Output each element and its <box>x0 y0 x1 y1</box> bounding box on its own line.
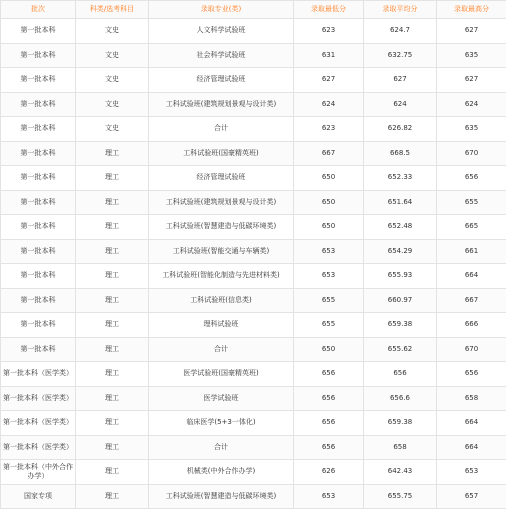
table-row <box>1 264 506 289</box>
cell-max-score: 658 <box>437 386 506 411</box>
cell-subject-category: 理工 <box>76 264 149 289</box>
header-major: 录取专业(类) <box>149 1 294 19</box>
table-row <box>1 215 506 240</box>
table-row <box>1 117 506 142</box>
cell-subject-category: 文史 <box>76 68 149 93</box>
cell-min-score: 650 <box>294 166 364 191</box>
cell-major: 工科试验班(智慧建造与低碳环境类) <box>149 484 294 509</box>
cell-avg-score: 655.75 <box>364 484 437 509</box>
header-min-score: 录取最低分 <box>294 1 364 19</box>
cell-avg-score: 655.62 <box>364 337 437 362</box>
cell-major: 机械类(中外合作办学) <box>149 460 294 485</box>
cell-min-score: 667 <box>294 141 364 166</box>
cell-subject-category: 文史 <box>76 19 149 44</box>
table-row <box>1 141 506 166</box>
header-avg-score: 录取平均分 <box>364 1 437 19</box>
table-row <box>1 460 506 485</box>
cell-avg-score: 658 <box>364 435 437 460</box>
cell-major: 社会科学试验班 <box>149 43 294 68</box>
cell-min-score: 655 <box>294 313 364 338</box>
cell-max-score: 656 <box>437 362 506 387</box>
cell-max-score: 657 <box>437 484 506 509</box>
cell-major: 临床医学(5+3一体化) <box>149 411 294 436</box>
cell-subject-category: 理工 <box>76 362 149 387</box>
cell-batch: 第一批本科（医学类） <box>1 411 76 436</box>
cell-min-score: 626 <box>294 460 364 485</box>
table-row <box>1 362 506 387</box>
cell-major: 经济管理试验班 <box>149 68 294 93</box>
cell-subject-category: 理工 <box>76 141 149 166</box>
cell-avg-score: 627 <box>364 68 437 93</box>
cell-max-score: 653 <box>437 460 506 485</box>
cell-min-score: 624 <box>294 92 364 117</box>
cell-avg-score: 651.64 <box>364 190 437 215</box>
cell-major: 工科试验班(智慧建造与低碳环境类) <box>149 215 294 240</box>
cell-subject-category: 理工 <box>76 386 149 411</box>
cell-max-score: 627 <box>437 68 506 93</box>
cell-major: 工科试验班(智能化制造与先进材料类) <box>149 264 294 289</box>
cell-max-score: 664 <box>437 264 506 289</box>
cell-subject-category: 理工 <box>76 313 149 338</box>
table-row <box>1 386 506 411</box>
cell-avg-score: 659.38 <box>364 411 437 436</box>
cell-max-score: 627 <box>437 19 506 44</box>
cell-batch: 第一批本科 <box>1 264 76 289</box>
header-max-score: 录取最高分 <box>437 1 506 19</box>
cell-max-score: 655 <box>437 190 506 215</box>
cell-avg-score: 660.97 <box>364 288 437 313</box>
cell-min-score: 650 <box>294 215 364 240</box>
cell-max-score: 670 <box>437 337 506 362</box>
cell-avg-score: 656.6 <box>364 386 437 411</box>
cell-batch: 第一批本科 <box>1 68 76 93</box>
cell-max-score: 635 <box>437 43 506 68</box>
cell-major: 合计 <box>149 435 294 460</box>
header-row <box>1 1 506 19</box>
cell-batch: 第一批本科 <box>1 92 76 117</box>
table-row <box>1 43 506 68</box>
cell-max-score: 670 <box>437 141 506 166</box>
cell-min-score: 623 <box>294 19 364 44</box>
cell-avg-score: 668.5 <box>364 141 437 166</box>
cell-batch: 第一批本科 <box>1 19 76 44</box>
cell-subject-category: 文史 <box>76 43 149 68</box>
cell-subject-category: 理工 <box>76 460 149 485</box>
cell-max-score: 661 <box>437 239 506 264</box>
cell-batch: 第一批本科（医学类） <box>1 435 76 460</box>
cell-major: 合计 <box>149 337 294 362</box>
cell-max-score: 665 <box>437 215 506 240</box>
cell-major: 医学试验班 <box>149 386 294 411</box>
cell-min-score: 655 <box>294 288 364 313</box>
cell-subject-category: 文史 <box>76 92 149 117</box>
cell-min-score: 631 <box>294 43 364 68</box>
table-body <box>1 19 506 509</box>
cell-min-score: 653 <box>294 484 364 509</box>
cell-avg-score: 642.43 <box>364 460 437 485</box>
table-row <box>1 313 506 338</box>
cell-min-score: 656 <box>294 411 364 436</box>
cell-avg-score: 654.29 <box>364 239 437 264</box>
cell-batch: 第一批本科 <box>1 215 76 240</box>
cell-major: 医学试验班(国豪精英班) <box>149 362 294 387</box>
cell-avg-score: 652.33 <box>364 166 437 191</box>
table-row <box>1 484 506 509</box>
cell-batch: 第一批本科 <box>1 337 76 362</box>
cell-major: 合计 <box>149 117 294 142</box>
cell-batch: 第一批本科 <box>1 288 76 313</box>
cell-max-score: 664 <box>437 435 506 460</box>
table-row <box>1 288 506 313</box>
cell-batch: 第一批本科 <box>1 117 76 142</box>
cell-major: 人文科学试验班 <box>149 19 294 44</box>
cell-batch: 第一批本科 <box>1 239 76 264</box>
cell-avg-score: 632.75 <box>364 43 437 68</box>
cell-major: 工科试验班(信息类) <box>149 288 294 313</box>
cell-avg-score: 655.93 <box>364 264 437 289</box>
cell-avg-score: 624.7 <box>364 19 437 44</box>
table-row <box>1 19 506 44</box>
cell-major: 工科试验班(国豪精英班) <box>149 141 294 166</box>
cell-min-score: 653 <box>294 239 364 264</box>
table-row <box>1 190 506 215</box>
cell-max-score: 664 <box>437 411 506 436</box>
table-row <box>1 68 506 93</box>
cell-batch: 国家专项 <box>1 484 76 509</box>
cell-batch: 第一批本科 <box>1 190 76 215</box>
table-row <box>1 337 506 362</box>
cell-major: 工科试验班(智能交通与车辆类) <box>149 239 294 264</box>
cell-major: 理科试验班 <box>149 313 294 338</box>
cell-min-score: 656 <box>294 386 364 411</box>
cell-avg-score: 659.38 <box>364 313 437 338</box>
cell-min-score: 650 <box>294 337 364 362</box>
header-subject-category: 科类/选考科目 <box>76 1 149 19</box>
cell-subject-category: 理工 <box>76 166 149 191</box>
cell-batch: 第一批本科（医学类） <box>1 362 76 387</box>
cell-max-score: 666 <box>437 313 506 338</box>
cell-subject-category: 文史 <box>76 117 149 142</box>
cell-subject-category: 理工 <box>76 337 149 362</box>
cell-min-score: 627 <box>294 68 364 93</box>
table-row <box>1 166 506 191</box>
cell-subject-category: 理工 <box>76 190 149 215</box>
header-batch: 批次 <box>1 1 76 19</box>
cell-subject-category: 理工 <box>76 411 149 436</box>
cell-major: 工科试验班(建筑规划景观与设计类) <box>149 190 294 215</box>
cell-subject-category: 理工 <box>76 484 149 509</box>
cell-avg-score: 652.48 <box>364 215 437 240</box>
cell-subject-category: 理工 <box>76 215 149 240</box>
cell-batch: 第一批本科 <box>1 166 76 191</box>
cell-max-score: 635 <box>437 117 506 142</box>
cell-batch: 第一批本科（医学类） <box>1 386 76 411</box>
table-row <box>1 435 506 460</box>
table-row <box>1 411 506 436</box>
cell-subject-category: 理工 <box>76 435 149 460</box>
cell-max-score: 667 <box>437 288 506 313</box>
cell-avg-score: 626.82 <box>364 117 437 142</box>
cell-batch: 第一批本科（中外合作办学） <box>1 460 76 485</box>
cell-batch: 第一批本科 <box>1 313 76 338</box>
cell-batch: 第一批本科 <box>1 43 76 68</box>
cell-min-score: 656 <box>294 362 364 387</box>
cell-subject-category: 理工 <box>76 288 149 313</box>
cell-max-score: 656 <box>437 166 506 191</box>
cell-min-score: 656 <box>294 435 364 460</box>
cell-min-score: 653 <box>294 264 364 289</box>
cell-min-score: 650 <box>294 190 364 215</box>
cell-avg-score: 656 <box>364 362 437 387</box>
cell-major: 经济管理试验班 <box>149 166 294 191</box>
cell-max-score: 624 <box>437 92 506 117</box>
cell-avg-score: 624 <box>364 92 437 117</box>
cell-subject-category: 理工 <box>76 239 149 264</box>
table-row <box>1 92 506 117</box>
cell-major: 工科试验班(建筑规划景观与设计类) <box>149 92 294 117</box>
cell-batch: 第一批本科 <box>1 141 76 166</box>
cell-min-score: 623 <box>294 117 364 142</box>
table-row <box>1 239 506 264</box>
